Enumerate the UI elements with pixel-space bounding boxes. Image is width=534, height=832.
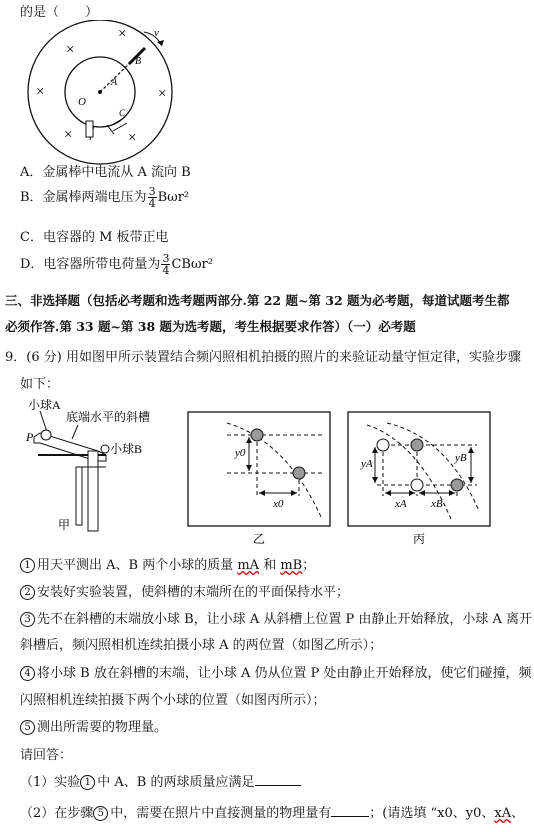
option-b xyxy=(20,186,189,209)
step-number: 4 xyxy=(20,666,35,681)
label-ya: yA xyxy=(361,458,373,470)
punct: ； xyxy=(302,558,316,573)
label-ball-a: 小球A xyxy=(28,398,61,412)
label-yi: 乙 xyxy=(253,532,266,546)
step-number: 2 xyxy=(20,585,35,600)
option-a: A．金属棒中电流从 A 流向 B xyxy=(20,165,191,180)
label-o: O xyxy=(78,96,86,108)
option-d-text: D．电容器所带电荷量为 xyxy=(20,257,161,272)
section-heading: 三、非选择题（包括必考题和选考题两部分.第 22 题~第 32 题为必考题，每道试题考生都 xyxy=(5,293,510,308)
ask-label: 请回答： xyxy=(20,748,73,763)
option-b-text: B．金属棒两端电压为 xyxy=(20,190,147,205)
label-xa: xA xyxy=(395,498,407,510)
symbol-ma: mA xyxy=(237,558,260,573)
option-c: C．电容器的 M 板带正电 xyxy=(20,230,169,245)
cross-mark: × xyxy=(64,127,73,143)
label-y0: y0 xyxy=(235,447,246,459)
label-a: A xyxy=(111,77,118,88)
question-fragment: 的是（ ） xyxy=(20,5,99,20)
cross-mark: × xyxy=(128,130,137,146)
label-jia: 甲 xyxy=(58,518,71,532)
label-trough: 底端水平的斜槽 xyxy=(66,410,151,424)
photo-bing-figure xyxy=(347,411,492,547)
step-1-text: 用天平测出 A、B 两个小球的质量 xyxy=(37,558,238,573)
sub-1-text-cont: 中 A、B 的两球质量应满足 xyxy=(97,775,255,790)
step-2-text: 安装好实验装置，使斜槽的末端所在的平面保持水平； xyxy=(37,585,350,600)
photo-yi-figure xyxy=(187,411,332,547)
answer-blank[interactable] xyxy=(255,785,301,786)
sub-2-text: （2）在步骤 xyxy=(20,806,94,821)
sub-1-text: （1）实验 xyxy=(20,775,81,790)
fraction: $\frac{3}{4}$ xyxy=(162,252,170,277)
label-x0: x0 xyxy=(273,498,284,510)
step-4-cont: 闪照相机连续拍摄下两个小球的位置（如图丙所示）； xyxy=(20,693,326,708)
label-xb: xB xyxy=(431,498,443,510)
section-heading-cont: 必须作答.第 33 题~第 38 题为选考题，考生根据要求作答）（一）必考题 xyxy=(5,319,416,334)
label-bing: 丙 xyxy=(413,532,426,546)
label-b: B xyxy=(135,56,142,67)
step-2 xyxy=(20,581,349,600)
step-3-text: 先不在斜槽的末端放小球 B，让小球 A 从斜槽上位置 P 由静止开始释放，小球 A 离开 xyxy=(37,612,533,627)
q9-stem: 9．(6 分) 用如图甲所示装置结合频闪照相机拍摄的照片的来验证动量守恒定律，实验步骤 xyxy=(5,350,521,365)
answer-blank[interactable] xyxy=(331,816,369,817)
step-4 xyxy=(20,662,531,681)
sub-2-hint: ；(请选填 “x0、y0、 xyxy=(369,806,495,821)
step-3 xyxy=(20,608,532,627)
step-number: 3 xyxy=(20,612,35,627)
label-yb: yB xyxy=(455,452,467,464)
step-number: 5 xyxy=(93,806,108,821)
cross-mark: × xyxy=(66,42,75,58)
sub-question-1 xyxy=(20,771,301,790)
fraction: $\frac{3}{4}$ xyxy=(148,185,156,210)
cross-mark: × xyxy=(158,86,167,102)
step-number: 1 xyxy=(80,775,95,790)
conjunction: 和 xyxy=(259,558,281,573)
step-4-text: 将小球 B 放在斜槽的末端，让小球 A 仍从位置 P 处由静止开始释放，使它们碰撞，频 xyxy=(37,666,532,681)
cross-mark: × xyxy=(36,84,45,100)
label-p: P xyxy=(26,430,34,444)
rotating-rod-figure xyxy=(18,20,183,170)
cross-mark: × xyxy=(118,26,127,42)
label-c: C xyxy=(119,108,126,118)
sub-question-2 xyxy=(20,802,524,821)
option-b-expr: Bωr² xyxy=(157,190,190,205)
option-d-expr: CBωr² xyxy=(171,257,213,272)
step-3-cont: 斜槽后，频闪照相机连续拍摄小球 A 的两位置（如图乙所示）； xyxy=(20,638,383,653)
option-d xyxy=(20,253,213,276)
sub-2-text-cont: 中，需要在照片中直接测量的物理量有 xyxy=(110,806,332,821)
punct: 、 xyxy=(511,806,525,821)
q9-stem-cont: 如下： xyxy=(20,377,60,392)
symbol-xa: xA xyxy=(494,806,512,821)
apparatus-figure xyxy=(18,395,188,535)
step-number: 5 xyxy=(20,720,35,735)
label-ball-b: 小球B xyxy=(110,442,143,456)
label-v: v xyxy=(154,27,159,39)
step-5 xyxy=(20,716,167,735)
step-1 xyxy=(20,554,315,573)
step-5-text: 测出所需要的物理量。 xyxy=(37,720,168,735)
symbol-mb: mB xyxy=(280,558,303,573)
step-number: 1 xyxy=(20,558,35,573)
